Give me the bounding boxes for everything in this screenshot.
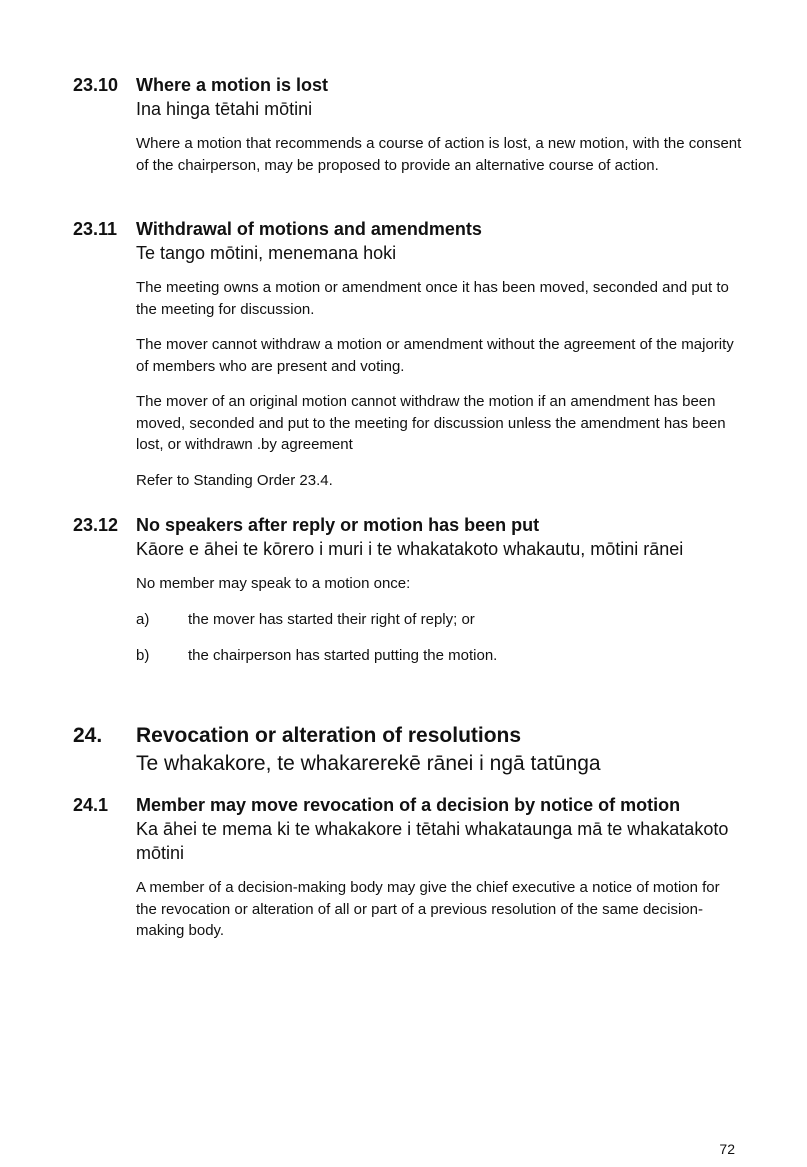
list-item [136,609,743,631]
section-subtitle: Ina hinga tētahi mōtini [136,99,313,119]
section-24 [73,722,743,778]
section-23-11 [73,218,743,505]
section-subtitle: Te tango mōtini, menemana hoki [136,243,397,263]
section-title: Member may move revocation of a decision by notice of motion [136,795,681,815]
paragraph: The mover cannot withdraw a motion or amendment without the agreement of the majority of members who are present and voting. [136,336,734,375]
section-title: Revocation or alteration of resolutions [136,724,522,747]
page-number: 72 [719,1141,735,1157]
section-number: 23.10 [73,75,119,95]
section-23-10 [73,74,743,190]
paragraph: No member may speak to a motion once: [136,575,411,592]
section-number: 24.1 [73,795,109,815]
section-subtitle: Ka āhei te mema ki te whakakore i tētahi whakataunga mā te whakatakoto mōtini [136,819,729,863]
section-title: No speakers after reply or motion has been put [136,515,540,535]
section-23-12 [73,514,743,682]
list-item [136,645,743,667]
paragraph: A member of a decision-making body may give the chief executive a notice of motion for the revocation or alteration of all or part of a previous resolution of the same decision-making body. [136,879,720,939]
paragraph: Refer to Standing Order 23.4. [136,471,333,489]
list-marker: b) [136,647,150,664]
section-body [136,133,743,176]
section-title: Withdrawal of motions and amendments [136,219,482,239]
section-number: 24. [73,724,103,747]
section-body [136,573,743,667]
section-body [136,877,743,942]
list-marker: a) [136,610,150,628]
section-subtitle: Kāore e āhei te kōrero i muri i te whakatakoto whakautu, mōtini rānei [136,539,684,559]
section-subtitle: Te whakakore, te whakarerekē rānei i ngā tatūnga [136,752,601,775]
section-title: Where a motion is lost [136,75,329,95]
section-number: 23.12 [73,515,119,535]
list-item-text: the mover has started their right of reply; or [188,610,475,628]
paragraph: The meeting owns a motion or amendment once it has been moved, seconded and put to the meeting for discussion. [136,279,729,318]
section-body [136,277,743,491]
list-item-text: the chairperson has started putting the motion. [188,647,498,664]
section-24-1 [73,794,743,956]
paragraph: Where a motion that recommends a course of action is lost, a new motion, with the consent of the chairperson, may be proposed to provide an alternative course of action. [136,135,742,174]
paragraph: The mover of an original motion cannot withdraw the motion if an amendment has been moved, seconded and put to the meeting for discussion unless the amendment has been lost, or withdrawn .by agreement [136,393,726,453]
section-number: 23.11 [73,219,118,239]
